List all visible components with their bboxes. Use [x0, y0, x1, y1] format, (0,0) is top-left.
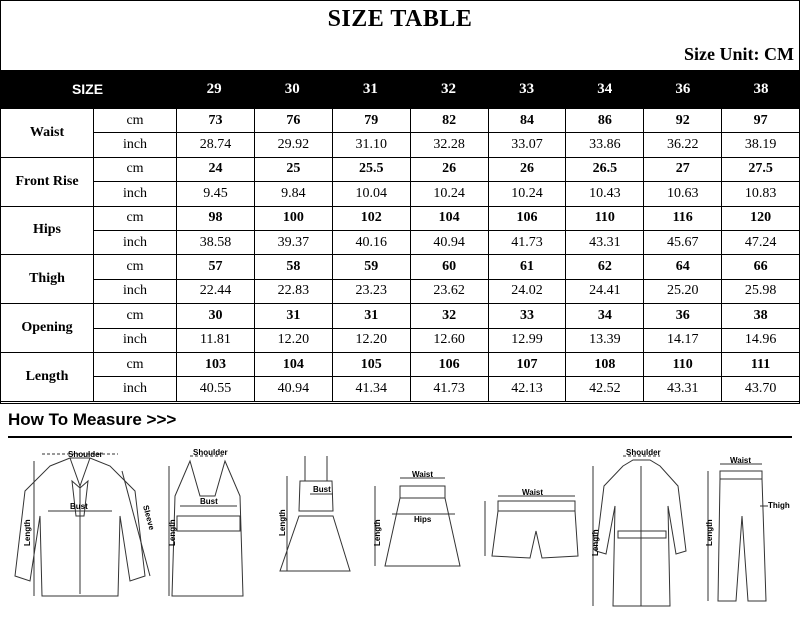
value-cell: 98 [177, 206, 255, 230]
value-cell: 12.20 [332, 328, 410, 352]
value-cell: 38.58 [177, 230, 255, 254]
unit-cell: cm [94, 109, 177, 133]
value-cell: 61 [488, 255, 566, 279]
value-cell: 29.92 [254, 133, 332, 157]
size-header-cell: 30 [284, 80, 300, 97]
table-row [1, 109, 800, 133]
size-header-cell: 29 [206, 80, 222, 97]
table-row [1, 182, 800, 206]
value-cell: 25.5 [332, 157, 410, 181]
shirt-figure [10, 446, 160, 611]
value-cell: 33 [488, 304, 566, 328]
value-cell: 42.13 [488, 377, 566, 401]
value-cell: 40.16 [332, 230, 410, 254]
table-row [1, 157, 800, 181]
value-cell: 92 [644, 109, 722, 133]
value-cell: 39.37 [254, 230, 332, 254]
measurement-label: Thigh [1, 255, 94, 304]
value-cell: 25.20 [644, 279, 722, 303]
table-row [1, 255, 800, 279]
value-cell: 12.20 [254, 328, 332, 352]
value-cell: 34 [566, 304, 644, 328]
value-cell: 38 [722, 304, 800, 328]
value-cell: 22.44 [177, 279, 255, 303]
value-cell: 26 [488, 157, 566, 181]
value-cell: 40.94 [254, 377, 332, 401]
value-cell: 47.24 [722, 230, 800, 254]
value-cell: 31 [332, 304, 410, 328]
value-cell: 24 [177, 157, 255, 181]
size-header-cell: 34 [597, 80, 613, 97]
unit-cell: inch [94, 328, 177, 352]
value-cell: 45.67 [644, 230, 722, 254]
sleeve-label: Sleeve [141, 504, 157, 532]
value-cell: 36.22 [644, 133, 722, 157]
unit-cell: cm [94, 255, 177, 279]
size-header-cell: 31 [362, 80, 378, 97]
value-cell: 27.5 [722, 157, 800, 181]
shoulder-label: Shoulder [68, 450, 103, 459]
waist-label: Waist [412, 470, 434, 479]
vest-figure [165, 446, 250, 611]
bust-label: Bust [70, 502, 88, 511]
value-cell: 86 [566, 109, 644, 133]
value-cell: 38.19 [722, 133, 800, 157]
value-cell: 33.07 [488, 133, 566, 157]
value-cell: 57 [177, 255, 255, 279]
value-cell: 26.5 [566, 157, 644, 181]
size-header-cell: 32 [440, 80, 456, 97]
value-cell: 31.10 [332, 133, 410, 157]
value-cell: 100 [254, 206, 332, 230]
size-header-cell: 33 [519, 80, 535, 97]
value-cell: 13.39 [566, 328, 644, 352]
value-cell: 25 [254, 157, 332, 181]
unit-cell: cm [94, 352, 177, 376]
value-cell: 43.31 [566, 230, 644, 254]
value-cell: 108 [566, 352, 644, 376]
value-cell: 40.55 [177, 377, 255, 401]
value-cell: 10.24 [488, 182, 566, 206]
length-label: Length [23, 519, 32, 546]
measurement-label: Front Rise [1, 157, 94, 206]
value-cell: 106 [410, 352, 488, 376]
value-cell: 110 [566, 206, 644, 230]
value-cell: 10.63 [644, 182, 722, 206]
value-cell: 120 [722, 206, 800, 230]
skirt-figure [370, 446, 465, 611]
length-label: Length [591, 529, 600, 556]
table-row [1, 328, 800, 352]
value-cell: 41.73 [410, 377, 488, 401]
measurement-label: Hips [1, 206, 94, 255]
length-label: Length [705, 519, 714, 546]
value-cell: 10.24 [410, 182, 488, 206]
value-cell: 10.83 [722, 182, 800, 206]
value-cell: 41.34 [332, 377, 410, 401]
unit-cell: inch [94, 279, 177, 303]
table-row [1, 230, 800, 254]
value-cell: 33.86 [566, 133, 644, 157]
unit-cell: cm [94, 206, 177, 230]
value-cell: 25.98 [722, 279, 800, 303]
waist-label: Waist [522, 488, 544, 497]
pants-figure [700, 446, 795, 611]
value-cell: 104 [410, 206, 488, 230]
coat-figure [588, 446, 693, 611]
value-cell: 23.62 [410, 279, 488, 303]
bust-label: Bust [313, 485, 331, 494]
unit-cell: cm [94, 157, 177, 181]
hips-label: Hips [414, 515, 432, 524]
value-cell: 32.28 [410, 133, 488, 157]
value-cell: 24.41 [566, 279, 644, 303]
unit-cell: inch [94, 182, 177, 206]
value-cell: 110 [644, 352, 722, 376]
value-cell: 106 [488, 206, 566, 230]
size-unit-label: Size Unit: CM [684, 44, 794, 64]
value-cell: 97 [722, 109, 800, 133]
page-title: SIZE TABLE [327, 6, 473, 32]
length-label: Length [168, 519, 177, 546]
value-cell: 104 [254, 352, 332, 376]
size-header-cell: 38 [753, 80, 769, 97]
value-cell: 9.84 [254, 182, 332, 206]
value-cell: 31 [254, 304, 332, 328]
thigh-label: Thigh [768, 501, 790, 510]
value-cell: 105 [332, 352, 410, 376]
value-cell: 84 [488, 109, 566, 133]
value-cell: 60 [410, 255, 488, 279]
size-table [0, 108, 800, 402]
value-cell: 43.31 [644, 377, 722, 401]
value-cell: 43.70 [722, 377, 800, 401]
length-label: Length [278, 509, 287, 536]
value-cell: 42.52 [566, 377, 644, 401]
shorts-figure [480, 446, 580, 611]
value-cell: 41.73 [488, 230, 566, 254]
value-cell: 9.45 [177, 182, 255, 206]
value-cell: 12.60 [410, 328, 488, 352]
table-row [1, 352, 800, 376]
size-header-cell: 36 [675, 80, 691, 97]
value-cell: 116 [644, 206, 722, 230]
value-cell: 59 [332, 255, 410, 279]
how-to-measure-divider [8, 436, 792, 438]
value-cell: 36 [644, 304, 722, 328]
value-cell: 107 [488, 352, 566, 376]
value-cell: 12.99 [488, 328, 566, 352]
value-cell: 14.17 [644, 328, 722, 352]
value-cell: 10.43 [566, 182, 644, 206]
value-cell: 24.02 [488, 279, 566, 303]
measurement-label: Waist [1, 109, 94, 158]
table-row [1, 279, 800, 303]
bust-label: Bust [200, 497, 218, 506]
measurement-label: Opening [1, 304, 94, 353]
value-cell: 28.74 [177, 133, 255, 157]
value-cell: 62 [566, 255, 644, 279]
value-cell: 40.94 [410, 230, 488, 254]
shoulder-label: Shoulder [626, 448, 661, 457]
value-cell: 14.96 [722, 328, 800, 352]
value-cell: 102 [332, 206, 410, 230]
value-cell: 27 [644, 157, 722, 181]
size-header-label: SIZE [71, 81, 104, 97]
value-cell: 10.04 [332, 182, 410, 206]
value-cell: 11.81 [177, 328, 255, 352]
measurement-label: Length [1, 352, 94, 401]
shoulder-label: Shoulder [193, 448, 228, 457]
value-cell: 73 [177, 109, 255, 133]
value-cell: 66 [722, 255, 800, 279]
unit-cell: cm [94, 304, 177, 328]
how-to-measure-heading: How To Measure >>> [8, 410, 177, 429]
value-cell: 22.83 [254, 279, 332, 303]
table-row [1, 133, 800, 157]
table-row [1, 206, 800, 230]
dress-figure [275, 446, 355, 611]
size-header-bar [0, 70, 800, 108]
value-cell: 79 [332, 109, 410, 133]
value-cell: 82 [410, 109, 488, 133]
unit-cell: inch [94, 377, 177, 401]
value-cell: 32 [410, 304, 488, 328]
value-cell: 111 [722, 352, 800, 376]
table-row [1, 304, 800, 328]
length-label: Length [373, 519, 382, 546]
unit-cell: inch [94, 230, 177, 254]
value-cell: 103 [177, 352, 255, 376]
value-cell: 64 [644, 255, 722, 279]
unit-cell: inch [94, 133, 177, 157]
value-cell: 23.23 [332, 279, 410, 303]
value-cell: 26 [410, 157, 488, 181]
waist-label: Waist [730, 456, 752, 465]
value-cell: 30 [177, 304, 255, 328]
value-cell: 58 [254, 255, 332, 279]
table-row [1, 377, 800, 401]
value-cell: 76 [254, 109, 332, 133]
